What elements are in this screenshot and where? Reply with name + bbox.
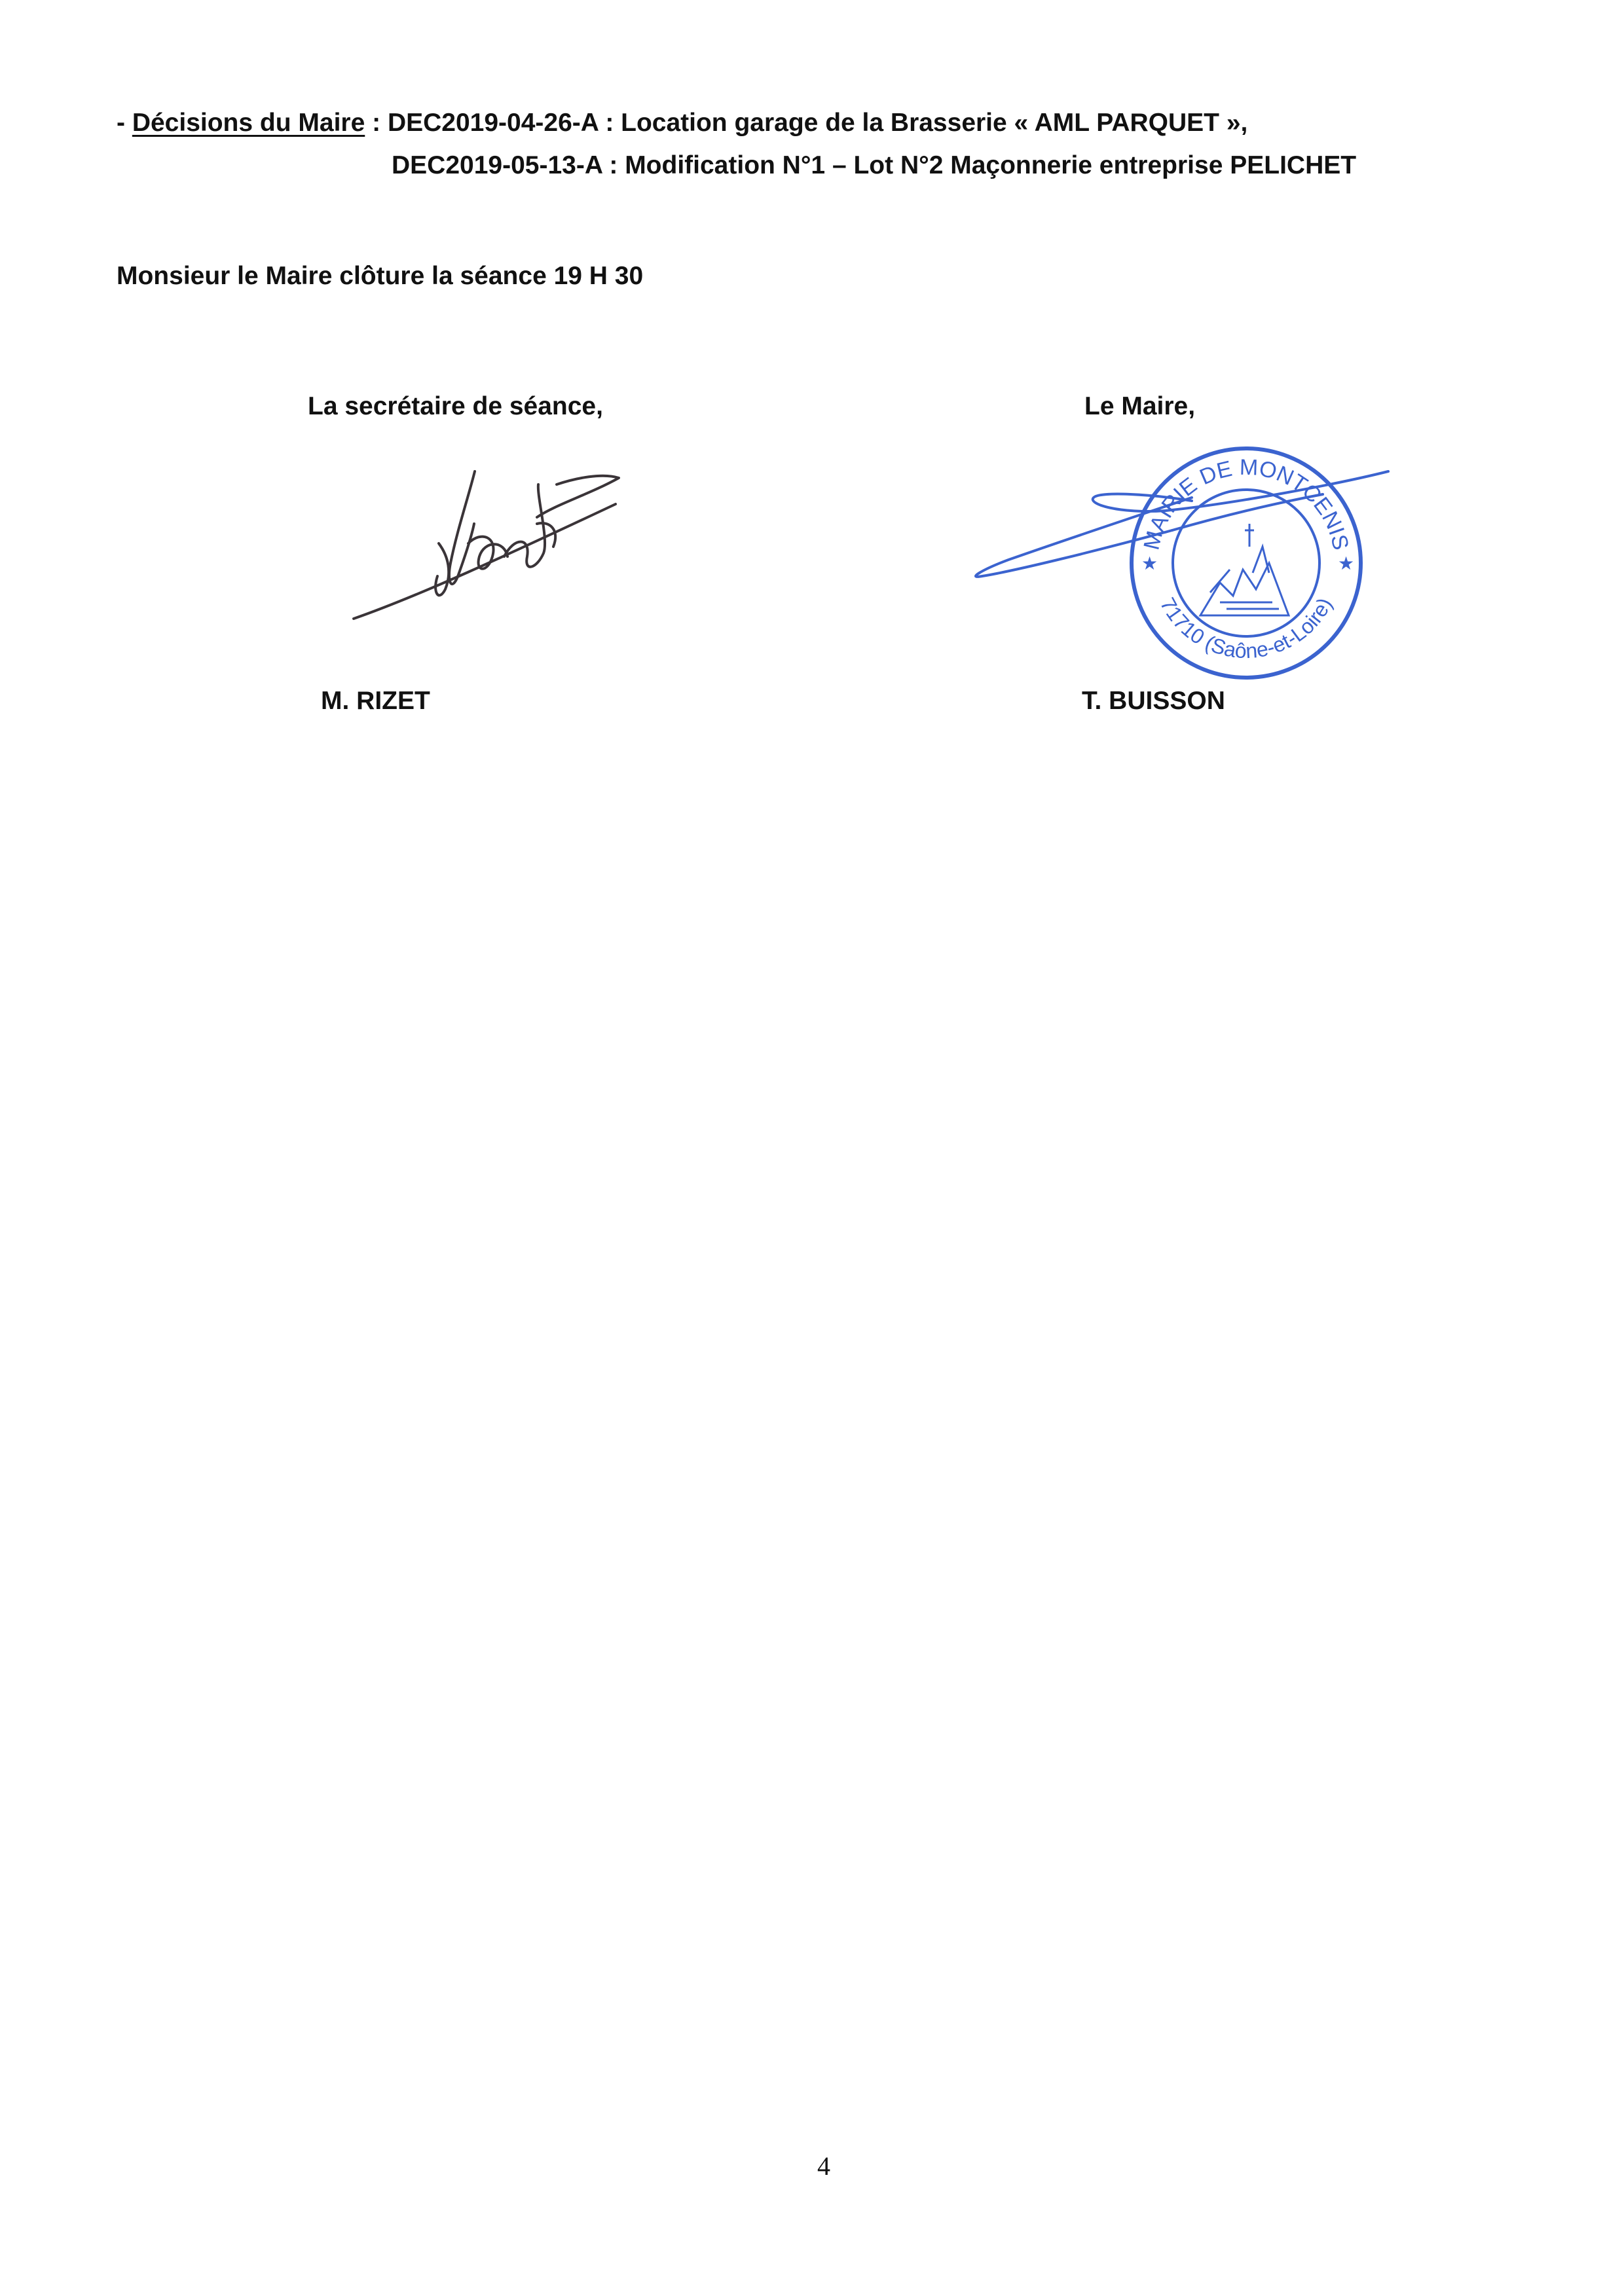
decisions-dash: - [117, 109, 132, 137]
mairie-stamp [1122, 439, 1371, 687]
mayor-role: Le Maire, [1084, 392, 1196, 420]
mayor-name: T. BUISSON [1082, 687, 1225, 715]
decision-1: DEC2019-04-26-A : Location garage de la Brasserie « AML PARQUET », [387, 109, 1248, 137]
page-number: 4 [817, 2151, 830, 2181]
secretary-role: La secrétaire de séance, [308, 392, 603, 420]
secretary-name: M. RIZET [321, 687, 430, 715]
stamp-star-right: ★ [1338, 553, 1355, 574]
stamp-bottom-text: 71710 (Saône-et-Loire) [1155, 593, 1337, 663]
decision-2: DEC2019-05-13-A : Modification N°1 – Lot N°2 Maçonnerie entreprise PELICHET [392, 151, 1357, 179]
closing-statement: Monsieur le Maire clôture la séance 19 H 30 [117, 262, 644, 290]
decisions-separator: : [365, 109, 388, 137]
stamp-star-left: ★ [1141, 553, 1158, 574]
stamp-top-text: MAIRIE DE MONTCENIS [1139, 454, 1354, 553]
secretary-signature [341, 458, 629, 629]
decisions-label: Décisions du Maire [132, 109, 365, 137]
decisions-line-1 [117, 107, 1247, 139]
